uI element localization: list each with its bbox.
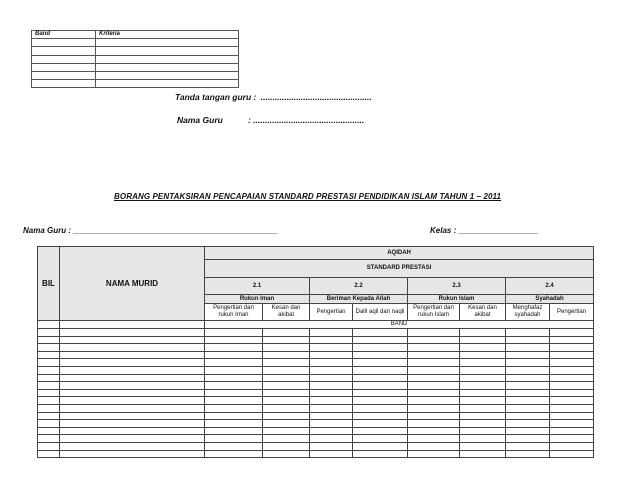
band-score-cell[interactable] <box>263 450 310 458</box>
kriteria-header: Kriteria <box>96 31 239 39</box>
band-score-cell[interactable] <box>506 420 550 428</box>
student-name-cell[interactable] <box>60 420 205 428</box>
band-score-cell[interactable] <box>263 389 310 397</box>
band-score-cell[interactable] <box>408 336 460 344</box>
band-cell[interactable] <box>32 39 96 47</box>
band-score-cell[interactable] <box>460 336 506 344</box>
band-score-cell[interactable] <box>506 359 550 367</box>
band-score-cell[interactable] <box>460 404 506 412</box>
band-score-cell[interactable] <box>263 359 310 367</box>
student-name-cell[interactable] <box>60 359 205 367</box>
band-score-cell[interactable] <box>205 382 263 390</box>
band-score-cell[interactable] <box>460 397 506 405</box>
student-row <box>38 442 594 450</box>
section-title-syahadah: Syahadah <box>506 295 594 304</box>
band-score-cell[interactable] <box>310 442 353 450</box>
band-score-cell[interactable] <box>310 404 353 412</box>
band-score-cell[interactable] <box>460 412 506 420</box>
band-score-cell[interactable] <box>263 404 310 412</box>
band-score-cell[interactable] <box>353 336 408 344</box>
band-score-cell[interactable] <box>506 442 550 450</box>
band-score-cell[interactable] <box>460 427 506 435</box>
band-score-cell[interactable] <box>408 344 460 352</box>
band-score-cell[interactable] <box>310 427 353 435</box>
band-score-cell[interactable] <box>263 382 310 390</box>
kriteria-cell[interactable] <box>96 39 239 47</box>
student-name-cell[interactable] <box>60 382 205 390</box>
band-score-cell[interactable] <box>310 412 353 420</box>
band-score-cell[interactable] <box>506 450 550 458</box>
band-header-row <box>32 31 239 39</box>
band-score-cell[interactable] <box>460 389 506 397</box>
band-score-cell[interactable] <box>550 366 594 374</box>
bil-cell[interactable] <box>38 427 60 435</box>
student-row <box>38 404 594 412</box>
band-score-cell[interactable] <box>205 412 263 420</box>
bil-cell[interactable] <box>38 404 60 412</box>
student-name-cell[interactable] <box>60 389 205 397</box>
band-score-cell[interactable] <box>263 397 310 405</box>
bil-cell[interactable] <box>38 397 60 405</box>
kriteria-cell[interactable] <box>96 63 239 71</box>
band-cell[interactable] <box>32 63 96 71</box>
band-cell[interactable] <box>32 71 96 79</box>
band-score-cell[interactable] <box>263 366 310 374</box>
student-name-cell[interactable] <box>60 344 205 352</box>
band-score-cell[interactable] <box>353 329 408 337</box>
band-score-cell[interactable] <box>460 374 506 382</box>
band-score-cell[interactable] <box>310 450 353 458</box>
nama-guru-field: Nama Guru : ______________________________________________ <box>23 226 278 235</box>
band-score-cell[interactable] <box>408 374 460 382</box>
bil-cell[interactable] <box>38 382 60 390</box>
band-score-cell[interactable] <box>263 435 310 443</box>
section-code-2-1: 2.1 <box>205 278 310 295</box>
band-score-cell[interactable] <box>263 329 310 337</box>
band-score-cell[interactable] <box>506 366 550 374</box>
signature-line <box>175 92 372 102</box>
signature-dots: ............................................... <box>260 92 372 102</box>
band-score-cell[interactable] <box>408 389 460 397</box>
band-score-cell[interactable] <box>550 427 594 435</box>
band-score-cell[interactable] <box>205 442 263 450</box>
section-code-2-2: 2.2 <box>310 278 408 295</box>
subtopic-2-2-b: Dalil aqli dan naqli <box>353 304 408 321</box>
band-score-cell[interactable] <box>205 420 263 428</box>
band-score-cell[interactable] <box>550 420 594 428</box>
student-row <box>38 397 594 405</box>
kriteria-cell[interactable] <box>96 55 239 63</box>
band-score-cell[interactable] <box>353 351 408 359</box>
student-name-cell[interactable] <box>60 329 205 337</box>
aqidah-row <box>38 247 594 260</box>
band-score-cell[interactable] <box>506 427 550 435</box>
student-name-cell[interactable] <box>60 435 205 443</box>
section-title-rukun-iman: Rukun Iman <box>205 295 310 304</box>
band-score-cell[interactable] <box>550 336 594 344</box>
band-score-cell[interactable] <box>310 329 353 337</box>
band-score-cell[interactable] <box>506 412 550 420</box>
bil-cell[interactable] <box>38 366 60 374</box>
band-score-cell[interactable] <box>506 389 550 397</box>
band-score-cell[interactable] <box>506 404 550 412</box>
bil-cell[interactable] <box>38 359 60 367</box>
band-score-cell[interactable] <box>353 382 408 390</box>
band-score-cell[interactable] <box>506 435 550 443</box>
band-score-cell[interactable] <box>205 329 263 337</box>
band-score-cell[interactable] <box>205 389 263 397</box>
band-score-cell[interactable] <box>408 359 460 367</box>
aqidah-header: AQIDAH <box>205 247 594 260</box>
band-score-cell[interactable] <box>550 374 594 382</box>
band-score-cell[interactable] <box>353 412 408 420</box>
band-score-cell[interactable] <box>353 442 408 450</box>
student-name-cell[interactable] <box>60 366 205 374</box>
band-score-cell[interactable] <box>550 382 594 390</box>
band-score-cell[interactable] <box>550 404 594 412</box>
kelas-field: Kelas : __________________ <box>430 226 539 235</box>
band-score-cell[interactable] <box>263 420 310 428</box>
nama-blank <box>60 321 205 329</box>
band-score-cell[interactable] <box>506 329 550 337</box>
student-name-cell[interactable] <box>60 404 205 412</box>
bil-cell[interactable] <box>38 435 60 443</box>
band-score-cell[interactable] <box>506 374 550 382</box>
band-score-cell[interactable] <box>263 351 310 359</box>
bil-cell[interactable] <box>38 389 60 397</box>
band-score-cell[interactable] <box>353 450 408 458</box>
band-label-row <box>38 321 594 329</box>
band-row <box>32 63 239 71</box>
teacher-name-line <box>177 115 365 125</box>
band-score-cell[interactable] <box>550 397 594 405</box>
band-score-cell[interactable] <box>408 442 460 450</box>
band-score-cell[interactable] <box>408 427 460 435</box>
band-score-cell[interactable] <box>408 382 460 390</box>
student-row <box>38 382 594 390</box>
student-name-cell[interactable] <box>60 397 205 405</box>
band-score-cell[interactable] <box>263 427 310 435</box>
student-row <box>38 389 594 397</box>
bil-cell[interactable] <box>38 336 60 344</box>
subtopic-2-2-a: Pengertian <box>310 304 353 321</box>
student-name-cell[interactable] <box>60 450 205 458</box>
subtopic-2-3-a: Pengertian dan rukun Islam <box>408 304 460 321</box>
band-score-cell[interactable] <box>310 382 353 390</box>
band-score-cell[interactable] <box>205 359 263 367</box>
band-score-cell[interactable] <box>310 359 353 367</box>
band-score-cell[interactable] <box>550 389 594 397</box>
band-score-cell[interactable] <box>205 435 263 443</box>
band-row <box>32 80 239 88</box>
band-score-cell[interactable] <box>408 351 460 359</box>
subtopic-2-4-b: Pengertian <box>550 304 594 321</box>
bil-cell[interactable] <box>38 351 60 359</box>
student-name-cell[interactable] <box>60 412 205 420</box>
nama-murid-header: NAMA MURID <box>60 247 205 321</box>
band-score-cell[interactable] <box>550 442 594 450</box>
band-score-cell[interactable] <box>408 397 460 405</box>
band-score-cell[interactable] <box>205 344 263 352</box>
band-score-cell[interactable] <box>310 336 353 344</box>
band-score-cell[interactable] <box>460 359 506 367</box>
band-row <box>32 47 239 55</box>
band-criteria-table <box>31 30 239 88</box>
band-score-cell[interactable] <box>408 412 460 420</box>
band-score-cell[interactable] <box>205 336 263 344</box>
form-title: BORANG PENTAKSIRAN PENCAPAIAN STANDARD PRESTASI PENDIDIKAN ISLAM TAHUN 1 – 2011 <box>114 192 502 201</box>
band-score-cell[interactable] <box>353 404 408 412</box>
bil-cell[interactable] <box>38 450 60 458</box>
student-row <box>38 374 594 382</box>
bil-cell[interactable] <box>38 442 60 450</box>
kriteria-cell[interactable] <box>96 80 239 88</box>
teacher-name-value: : ............................................... <box>248 115 365 125</box>
band-score-cell[interactable] <box>408 420 460 428</box>
band-score-cell[interactable] <box>550 329 594 337</box>
band-score-cell[interactable] <box>263 412 310 420</box>
student-name-cell[interactable] <box>60 427 205 435</box>
section-code-2-4: 2.4 <box>506 278 594 295</box>
band-score-cell[interactable] <box>263 374 310 382</box>
band-score-cell[interactable] <box>353 344 408 352</box>
band-score-cell[interactable] <box>263 336 310 344</box>
band-score-cell[interactable] <box>310 435 353 443</box>
band-score-cell[interactable] <box>550 344 594 352</box>
bil-cell[interactable] <box>38 420 60 428</box>
student-name-cell[interactable] <box>60 351 205 359</box>
band-score-cell[interactable] <box>460 435 506 443</box>
band-score-cell[interactable] <box>408 404 460 412</box>
section-code-2-3: 2.3 <box>408 278 506 295</box>
student-name-cell[interactable] <box>60 336 205 344</box>
student-row <box>38 329 594 337</box>
bil-cell[interactable] <box>38 374 60 382</box>
student-name-cell[interactable] <box>60 374 205 382</box>
band-criteria-body <box>32 31 239 88</box>
student-row <box>38 344 594 352</box>
bil-cell[interactable] <box>38 329 60 337</box>
band-score-cell[interactable] <box>460 420 506 428</box>
band-score-cell[interactable] <box>205 366 263 374</box>
band-score-cell[interactable] <box>550 435 594 443</box>
student-row <box>38 351 594 359</box>
band-score-cell[interactable] <box>310 397 353 405</box>
band-row <box>32 55 239 63</box>
student-row <box>38 450 594 458</box>
band-score-cell[interactable] <box>205 404 263 412</box>
band-score-cell[interactable] <box>408 450 460 458</box>
band-score-cell[interactable] <box>310 420 353 428</box>
band-score-cell[interactable] <box>353 427 408 435</box>
bil-cell[interactable] <box>38 412 60 420</box>
student-row <box>38 359 594 367</box>
band-score-cell[interactable] <box>205 351 263 359</box>
student-row <box>38 366 594 374</box>
subtopic-2-4-a: Menghafaz syahadah <box>506 304 550 321</box>
band-score-cell[interactable] <box>310 389 353 397</box>
band-score-cell[interactable] <box>506 344 550 352</box>
band-score-cell[interactable] <box>460 382 506 390</box>
band-score-cell[interactable] <box>205 397 263 405</box>
band-score-cell[interactable] <box>310 366 353 374</box>
band-score-cell[interactable] <box>408 366 460 374</box>
student-row <box>38 420 594 428</box>
standard-prestasi-header: STANDARD PRESTASI <box>205 260 594 278</box>
band-score-cell[interactable] <box>460 351 506 359</box>
kriteria-cell[interactable] <box>96 71 239 79</box>
band-score-cell[interactable] <box>460 329 506 337</box>
student-row <box>38 427 594 435</box>
band-cell[interactable] <box>32 55 96 63</box>
band-score-cell[interactable] <box>550 412 594 420</box>
band-score-cell[interactable] <box>460 344 506 352</box>
band-score-cell[interactable] <box>506 397 550 405</box>
bil-blank <box>38 321 60 329</box>
band-score-cell[interactable] <box>353 435 408 443</box>
band-score-cell[interactable] <box>353 389 408 397</box>
band-score-cell[interactable] <box>460 450 506 458</box>
student-row <box>38 336 594 344</box>
kriteria-cell[interactable] <box>96 47 239 55</box>
band-score-cell[interactable] <box>263 344 310 352</box>
band-score-cell[interactable] <box>460 442 506 450</box>
subtopic-2-3-b: Kesan dan akibat <box>460 304 506 321</box>
band-score-cell[interactable] <box>506 382 550 390</box>
band-score-cell[interactable] <box>353 420 408 428</box>
band-score-cell[interactable] <box>460 366 506 374</box>
band-cell[interactable] <box>32 47 96 55</box>
band-cell[interactable] <box>32 80 96 88</box>
band-score-cell[interactable] <box>310 351 353 359</box>
band-score-cell[interactable] <box>310 374 353 382</box>
band-score-cell[interactable] <box>353 366 408 374</box>
bil-header: BIL <box>38 247 60 321</box>
subtopic-2-1-a: Pengertian dan rukun Iman <box>205 304 263 321</box>
band-row <box>32 71 239 79</box>
band-score-cell[interactable] <box>550 351 594 359</box>
band-score-cell[interactable] <box>550 359 594 367</box>
band-score-cell[interactable] <box>506 336 550 344</box>
section-title-rukun-islam: Rukun Islam <box>408 295 506 304</box>
student-row <box>38 435 594 443</box>
band-score-cell[interactable] <box>550 450 594 458</box>
band-score-cell[interactable] <box>408 435 460 443</box>
teacher-name-label: Nama Guru <box>177 115 223 125</box>
student-row <box>38 412 594 420</box>
band-score-cell[interactable] <box>205 374 263 382</box>
band-score-cell[interactable] <box>205 427 263 435</box>
student-name-cell[interactable] <box>60 442 205 450</box>
band-row <box>32 39 239 47</box>
assessment-table <box>37 246 594 458</box>
signature-label: Tanda tangan guru : <box>175 92 257 102</box>
band-label: BAND <box>205 321 594 329</box>
band-score-cell[interactable] <box>353 359 408 367</box>
bil-cell[interactable] <box>38 344 60 352</box>
band-score-cell[interactable] <box>353 374 408 382</box>
band-score-cell[interactable] <box>263 442 310 450</box>
band-header: Band <box>32 31 96 39</box>
section-title-beriman-kepada-allah: Beriman Kepada Allah <box>310 295 408 304</box>
band-score-cell[interactable] <box>310 344 353 352</box>
band-score-cell[interactable] <box>205 450 263 458</box>
band-score-cell[interactable] <box>506 351 550 359</box>
assessment-table-body <box>38 247 594 458</box>
band-score-cell[interactable] <box>408 329 460 337</box>
band-score-cell[interactable] <box>353 397 408 405</box>
subtopic-2-1-b: Kesan dan akibat <box>263 304 310 321</box>
